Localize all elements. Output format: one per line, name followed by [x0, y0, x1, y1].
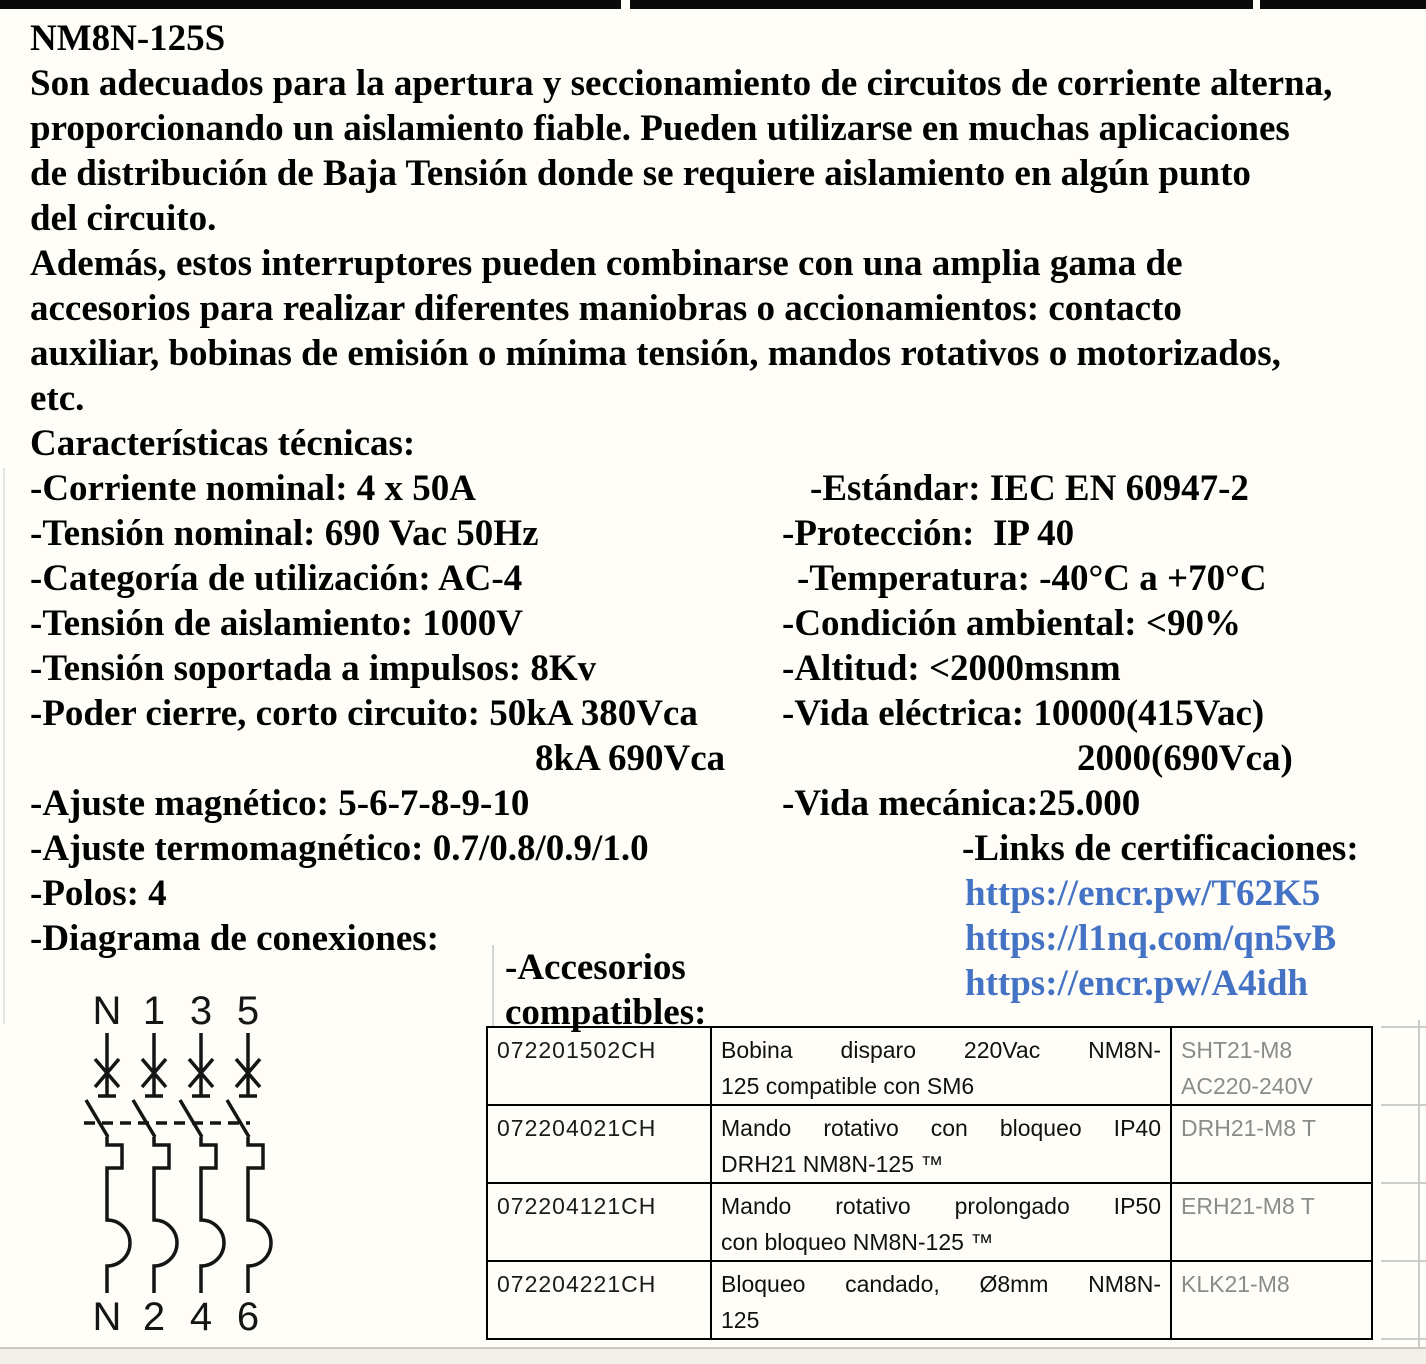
pole-top-label: 1	[142, 989, 166, 1033]
pole-bottom-label: N	[92, 1295, 122, 1339]
cell-code: 072204221CH	[487, 1261, 711, 1339]
section-heading: Características técnicas:	[30, 423, 416, 464]
description-line: DRH21 NM8N-125 ™	[721, 1151, 944, 1177]
cell-description	[711, 1105, 1171, 1183]
table-row	[487, 1183, 1372, 1261]
pole-bottom-label: 6	[236, 1295, 260, 1339]
spec-line: -Tensión nominal: 690 Vac 50Hz	[30, 513, 539, 554]
pole-symbol	[227, 1033, 271, 1293]
spec-line: -Polos: 4	[30, 873, 167, 914]
cropped-text-strip	[0, 0, 1426, 9]
page-title: NM8N-125S	[30, 18, 226, 59]
spec-line: -Tensión de aislamiento: 1000V	[30, 603, 524, 644]
spec-line: -Poder cierre, corto circuito: 50kA 380Vca	[30, 693, 698, 734]
certification-link[interactable]: https://encr.pw/A4idh	[965, 963, 1309, 1004]
spec-line: -Altitud: <2000msnm	[782, 648, 1121, 689]
cell-description	[711, 1183, 1171, 1261]
spec-line: -Categoría de utilización: AC-4	[30, 558, 523, 599]
spec-line: -Vida mecánica:25.000	[782, 783, 1141, 824]
cell-model	[1171, 1261, 1372, 1339]
gridline	[1381, 1182, 1426, 1184]
pole-top-label: 3	[189, 989, 213, 1033]
pole-top-label: 5	[236, 989, 260, 1033]
spec-line: -Condición ambiental: <90%	[782, 603, 1241, 644]
description-line: Bobina disparo 220Vac NM8N-	[721, 1037, 1161, 1063]
cell-model	[1171, 1183, 1372, 1261]
specs-left-column	[30, 466, 790, 961]
cell-description	[711, 1027, 1171, 1105]
pole-top-label: N	[92, 989, 122, 1033]
connection-diagram	[50, 978, 350, 1346]
accessories-heading-line: -Accesorios	[505, 947, 686, 988]
pole-bottom-label: 4	[189, 1295, 213, 1339]
description-line: 125 compatible con SM6	[721, 1073, 975, 1099]
gridline	[492, 945, 494, 1026]
spec-line: -Ajuste magnético: 5-6-7-8-9-10	[30, 783, 530, 824]
model-line: AC220-240V	[1181, 1073, 1313, 1099]
intro-line: de distribución de Baja Tensión donde se requiere aislamiento en algún punto	[30, 153, 1251, 194]
certification-link[interactable]: https://encr.pw/T62K5	[965, 873, 1321, 914]
pole-symbol	[180, 1033, 224, 1293]
model-line: SHT21-M8	[1181, 1037, 1293, 1063]
intro-line: proporcionando un aislamiento fiable. Pueden utilizarse en muchas aplicaciones	[30, 108, 1290, 149]
model-line: ERH21-M8 T	[1181, 1193, 1315, 1219]
model-line: KLK21-M8	[1181, 1271, 1290, 1297]
table-row	[487, 1105, 1372, 1183]
cell-code: 072204021CH	[487, 1105, 711, 1183]
description-line: con bloqueo NM8N-125 ™	[721, 1229, 994, 1255]
pole-bottom-label: 2	[142, 1295, 166, 1339]
pole-symbol	[86, 1033, 130, 1293]
bottom-margin-area	[0, 1349, 1426, 1364]
description-line: Mando rotativo con bloqueo IP40	[721, 1115, 1161, 1141]
cell-description	[711, 1261, 1171, 1339]
cell-code: 072204121CH	[487, 1183, 711, 1261]
links-heading: -Links de certificaciones:	[962, 828, 1359, 869]
pole-symbol	[133, 1033, 177, 1293]
certification-link[interactable]: https://l1nq.com/qn5vB	[965, 918, 1337, 959]
gridline	[1381, 1104, 1426, 1106]
gridline	[1381, 1260, 1426, 1262]
intro-line: auxiliar, bobinas de emisión o mínima tensión, mandos rotativos o motorizados,	[30, 333, 1281, 374]
intro-line: Son adecuados para la apertura y seccionamiento de circuitos de corriente alterna,	[30, 63, 1333, 104]
intro-block	[30, 16, 1416, 466]
accessories-heading	[505, 945, 706, 1035]
spec-line-continuation: 2000(690Vca)	[1077, 738, 1293, 779]
intro-line: etc.	[30, 378, 85, 419]
spec-line: -Tensión soportada a impulsos: 8Kv	[30, 648, 597, 689]
spec-line-continuation: 8kA 690Vca	[535, 738, 726, 779]
table-row	[487, 1261, 1372, 1339]
intro-line: Además, estos interruptores pueden combinarse con una amplia gama de	[30, 243, 1183, 284]
spec-line: -Ajuste termomagnético: 0.7/0.8/0.9/1.0	[30, 828, 649, 869]
spec-line: -Estándar: IEC EN 60947-2	[810, 468, 1249, 509]
description-line: 125	[721, 1307, 760, 1333]
spec-line: -Vida eléctrica: 10000(415Vac)	[782, 693, 1265, 734]
spec-line: -Diagrama de conexiones:	[30, 918, 439, 959]
spec-line: -Protección: IP 40	[782, 513, 1075, 554]
table-row	[487, 1027, 1372, 1105]
description-line: Mando rotativo prolongado IP50	[721, 1193, 1161, 1219]
spec-line: -Corriente nominal: 4 x 50A	[30, 468, 476, 509]
cell-model	[1171, 1105, 1372, 1183]
model-line: DRH21-M8 T	[1181, 1115, 1317, 1141]
cell-code: 072201502CH	[487, 1027, 711, 1105]
accessories-table	[486, 1026, 1373, 1340]
gridline	[1381, 1026, 1426, 1028]
spec-line: -Temperatura: -40°C a +70°C	[797, 558, 1267, 599]
cell-model	[1171, 1027, 1372, 1105]
description-line: Bloqueo candado, Ø8mm NM8N-	[721, 1271, 1161, 1297]
intro-line: del circuito.	[30, 198, 217, 239]
intro-line: accesorios para realizar diferentes maniobras o accionamientos: contacto	[30, 288, 1182, 329]
gridline	[1381, 1338, 1426, 1340]
accessories-heading-line: compatibles:	[505, 992, 707, 1033]
specs-right-column	[782, 466, 1422, 1006]
left-gridline	[3, 468, 5, 1024]
